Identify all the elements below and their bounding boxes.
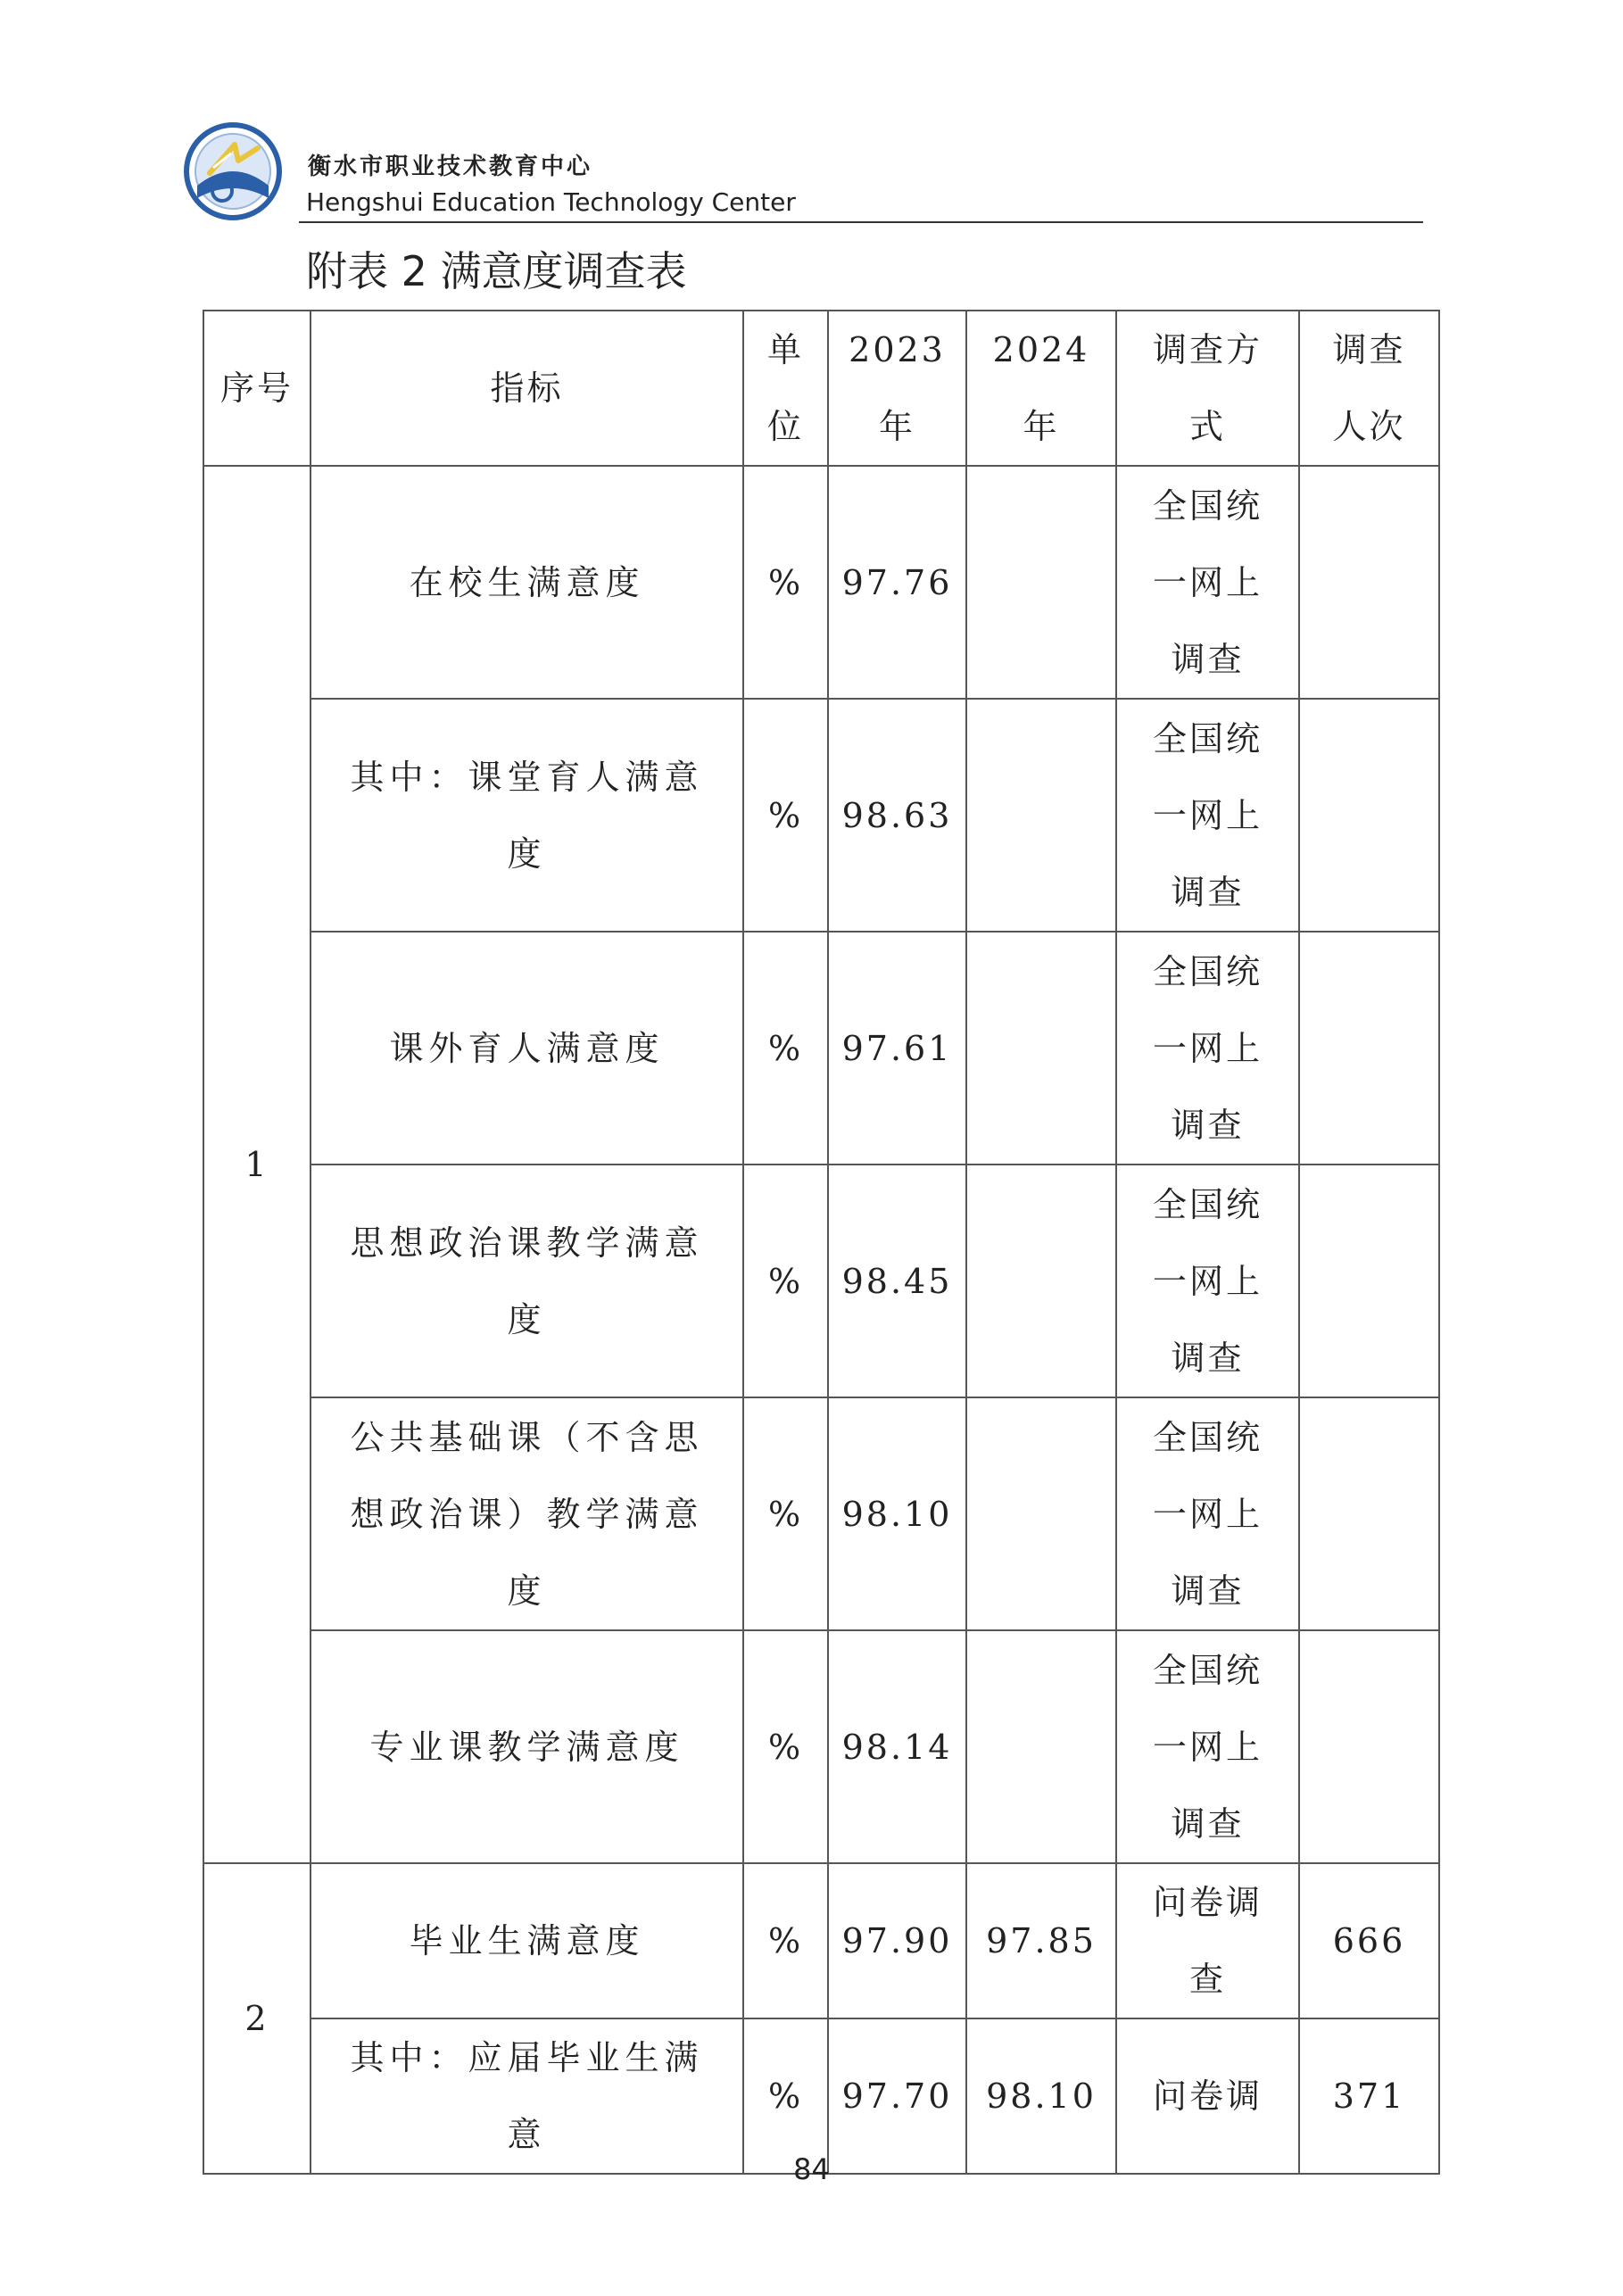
unit-cell: % — [743, 1397, 828, 1630]
value-2024-cell — [966, 1397, 1116, 1630]
survey-count-cell — [1299, 1630, 1439, 1863]
table-row — [203, 699, 1439, 932]
survey-method-cell: 全国统一网上调查 — [1116, 1397, 1299, 1630]
value-2024-cell — [966, 932, 1116, 1165]
column-header-unit: 单位 — [743, 311, 828, 466]
indicator-cell: 专业课教学满意度 — [311, 1630, 743, 1863]
table-row — [203, 1630, 1439, 1863]
survey-count-cell — [1299, 699, 1439, 932]
table-row — [203, 1863, 1439, 2018]
survey-count-cell — [1299, 1397, 1439, 1630]
table-header-row — [203, 311, 1439, 466]
organization-name-chinese: 衡水市职业技术教育中心 — [308, 153, 593, 180]
value-2023-cell: 98.10 — [828, 1397, 966, 1630]
column-header-no: 序号 — [203, 311, 311, 466]
unit-cell: % — [743, 466, 828, 699]
value-2023-cell: 98.63 — [828, 699, 966, 932]
survey-method-cell: 全国统一网上调查 — [1116, 932, 1299, 1165]
column-header-count: 调查人次 — [1299, 311, 1439, 466]
value-2024-cell — [966, 466, 1116, 699]
column-header-2023: 2023 年 — [828, 311, 966, 466]
survey-count-cell — [1299, 466, 1439, 699]
unit-cell: % — [743, 932, 828, 1165]
indicator-cell: 课外育人满意度 — [311, 932, 743, 1165]
table-row — [203, 1397, 1439, 1630]
survey-method-cell: 全国统一网上调查 — [1116, 1165, 1299, 1397]
indicator-cell: 在校生满意度 — [311, 466, 743, 699]
unit-cell: % — [743, 1630, 828, 1863]
indicator-cell: 其中：课堂育人满意度 — [311, 699, 743, 932]
unit-cell: % — [743, 2018, 828, 2174]
value-2024-cell: 97.85 — [966, 1863, 1116, 2018]
value-2024-cell — [966, 1630, 1116, 1863]
value-2024-cell — [966, 1165, 1116, 1397]
column-header-2024: 2024 年 — [966, 311, 1116, 466]
survey-count-cell: 371 — [1299, 2018, 1439, 2174]
table-title: 附表 2 满意度调查表 — [306, 247, 687, 295]
column-header-method: 调查方式 — [1116, 311, 1299, 466]
column-header-indicator: 指标 — [311, 311, 743, 466]
survey-count-cell: 666 — [1299, 1863, 1439, 2018]
table-row — [203, 2018, 1439, 2174]
unit-cell: % — [743, 1165, 828, 1397]
indicator-cell: 思想政治课教学满意度 — [311, 1165, 743, 1397]
indicator-cell: 其中：应届毕业生满意 — [311, 2018, 743, 2174]
value-2023-cell: 97.61 — [828, 932, 966, 1165]
school-emblem-icon — [183, 121, 283, 221]
value-2023-cell: 97.76 — [828, 466, 966, 699]
indicator-cell: 公共基础课（不含思想政治课）教学满意度 — [311, 1397, 743, 1630]
group-number: 2 — [203, 1863, 311, 2174]
table-row — [203, 466, 1439, 699]
satisfaction-survey-table — [203, 310, 1440, 2175]
header-divider — [299, 221, 1423, 223]
indicator-cell: 毕业生满意度 — [311, 1863, 743, 2018]
table-row — [203, 932, 1439, 1165]
survey-method-cell: 全国统一网上调查 — [1116, 699, 1299, 932]
survey-count-cell — [1299, 1165, 1439, 1397]
group-number: 1 — [203, 466, 311, 1863]
value-2023-cell: 97.70 — [828, 2018, 966, 2174]
survey-method-cell: 问卷调 — [1116, 2018, 1299, 2174]
value-2023-cell: 97.90 — [828, 1863, 966, 2018]
unit-cell: % — [743, 1863, 828, 2018]
survey-method-cell: 全国统一网上调查 — [1116, 466, 1299, 699]
organization-name-english: Hengshui Education Technology Center — [306, 187, 796, 217]
page-header — [183, 121, 1423, 227]
unit-cell: % — [743, 699, 828, 932]
survey-method-cell: 全国统一网上调查 — [1116, 1630, 1299, 1863]
page-number: 84 — [793, 2152, 830, 2186]
survey-count-cell — [1299, 932, 1439, 1165]
value-2023-cell: 98.14 — [828, 1630, 966, 1863]
value-2024-cell: 98.10 — [966, 2018, 1116, 2174]
value-2023-cell: 98.45 — [828, 1165, 966, 1397]
survey-method-cell: 问卷调查 — [1116, 1863, 1299, 2018]
value-2024-cell — [966, 699, 1116, 932]
table-row — [203, 1165, 1439, 1397]
